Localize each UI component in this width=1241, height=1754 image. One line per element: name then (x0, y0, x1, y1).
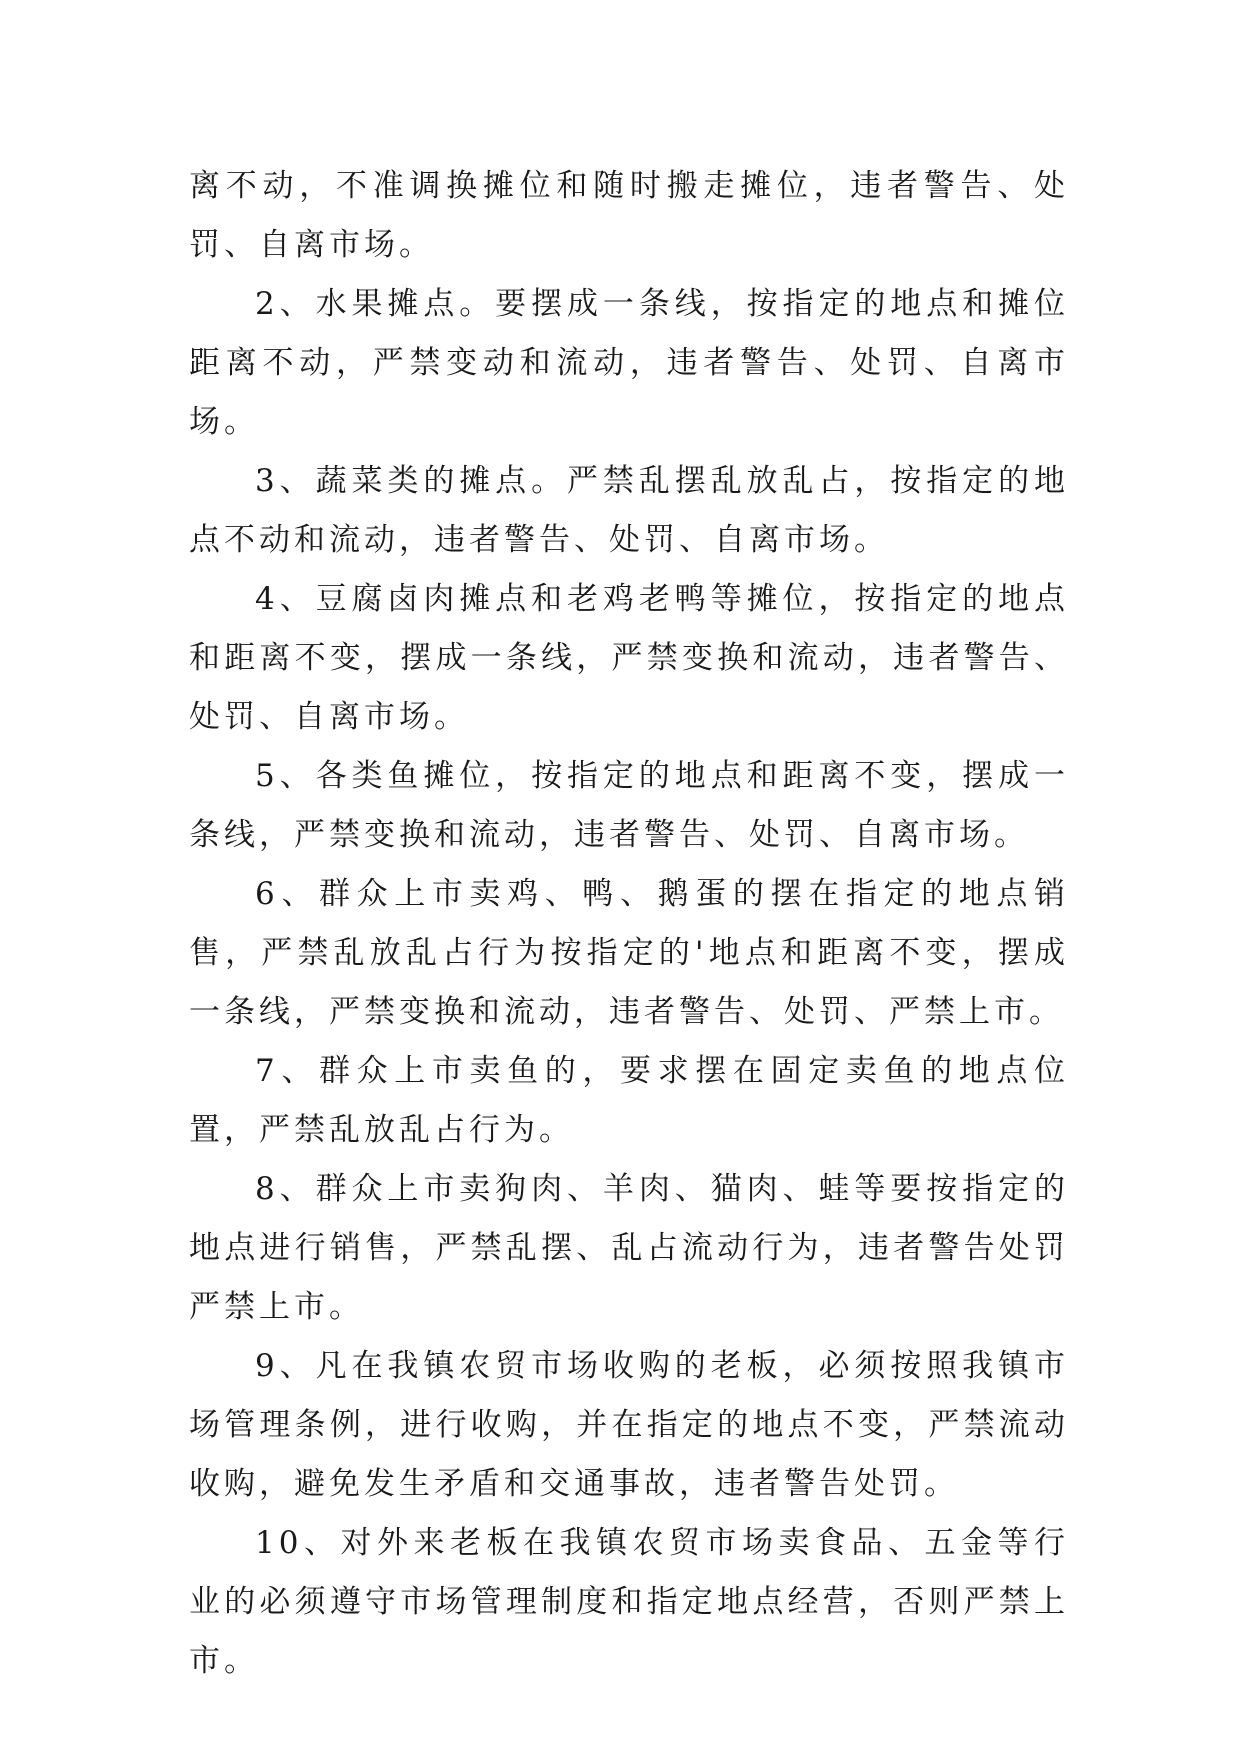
paragraph-item-6: 6、群众上市卖鸡、鸭、鹅蛋的摆在指定的地点销售，严禁乱放乱占行为按指定的'地点和距离不变，摆成一条线，严禁变换和流动，违者警告、处罚、严禁上市。 (189, 876, 1069, 1030)
paragraph-item-4: 4、豆腐卤肉摊点和老鸡老鸭等摊位，按指定的地点和距离不变，摆成一条线，严禁变换和流动，违者警告、处罚、自离市场。 (189, 581, 1069, 735)
document-body (189, 157, 1069, 1691)
paragraph-continuation: 离不动，不准调换摊位和随时搬走摊位，违者警告、处罚、自离市场。 (189, 168, 1069, 263)
paragraph-item-10: 10、对外来老板在我镇农贸市场卖食品、五金等行业的必须遵守市场管理制度和指定地点经营，否则严禁上市。 (189, 1525, 1069, 1679)
paragraph-item-7: 7、群众上市卖鱼的，要求摆在固定卖鱼的地点位置，严禁乱放乱占行为。 (189, 1053, 1069, 1148)
paragraph-item-2: 2、水果摊点。要摆成一条线，按指定的地点和摊位距离不动，严禁变动和流动，违者警告、处罚、自离市场。 (189, 286, 1069, 440)
paragraph-item-9: 9、凡在我镇农贸市场收购的老板，必须按照我镇市场管理条例，进行收购，并在指定的地点不变，严禁流动收购，避免发生矛盾和交通事故，违者警告处罚。 (189, 1348, 1069, 1502)
paragraph-item-8: 8、群众上市卖狗肉、羊肉、猫肉、蛙等要按指定的地点进行销售，严禁乱摆、乱占流动行为，违者警告处罚严禁上市。 (189, 1171, 1069, 1325)
paragraph-item-3: 3、蔬菜类的摊点。严禁乱摆乱放乱占，按指定的地点不动和流动，违者警告、处罚、自离市场。 (189, 463, 1069, 558)
paragraph-item-5: 5、各类鱼摊位，按指定的地点和距离不变，摆成一条线，严禁变换和流动，违者警告、处罚、自离市场。 (189, 758, 1069, 853)
